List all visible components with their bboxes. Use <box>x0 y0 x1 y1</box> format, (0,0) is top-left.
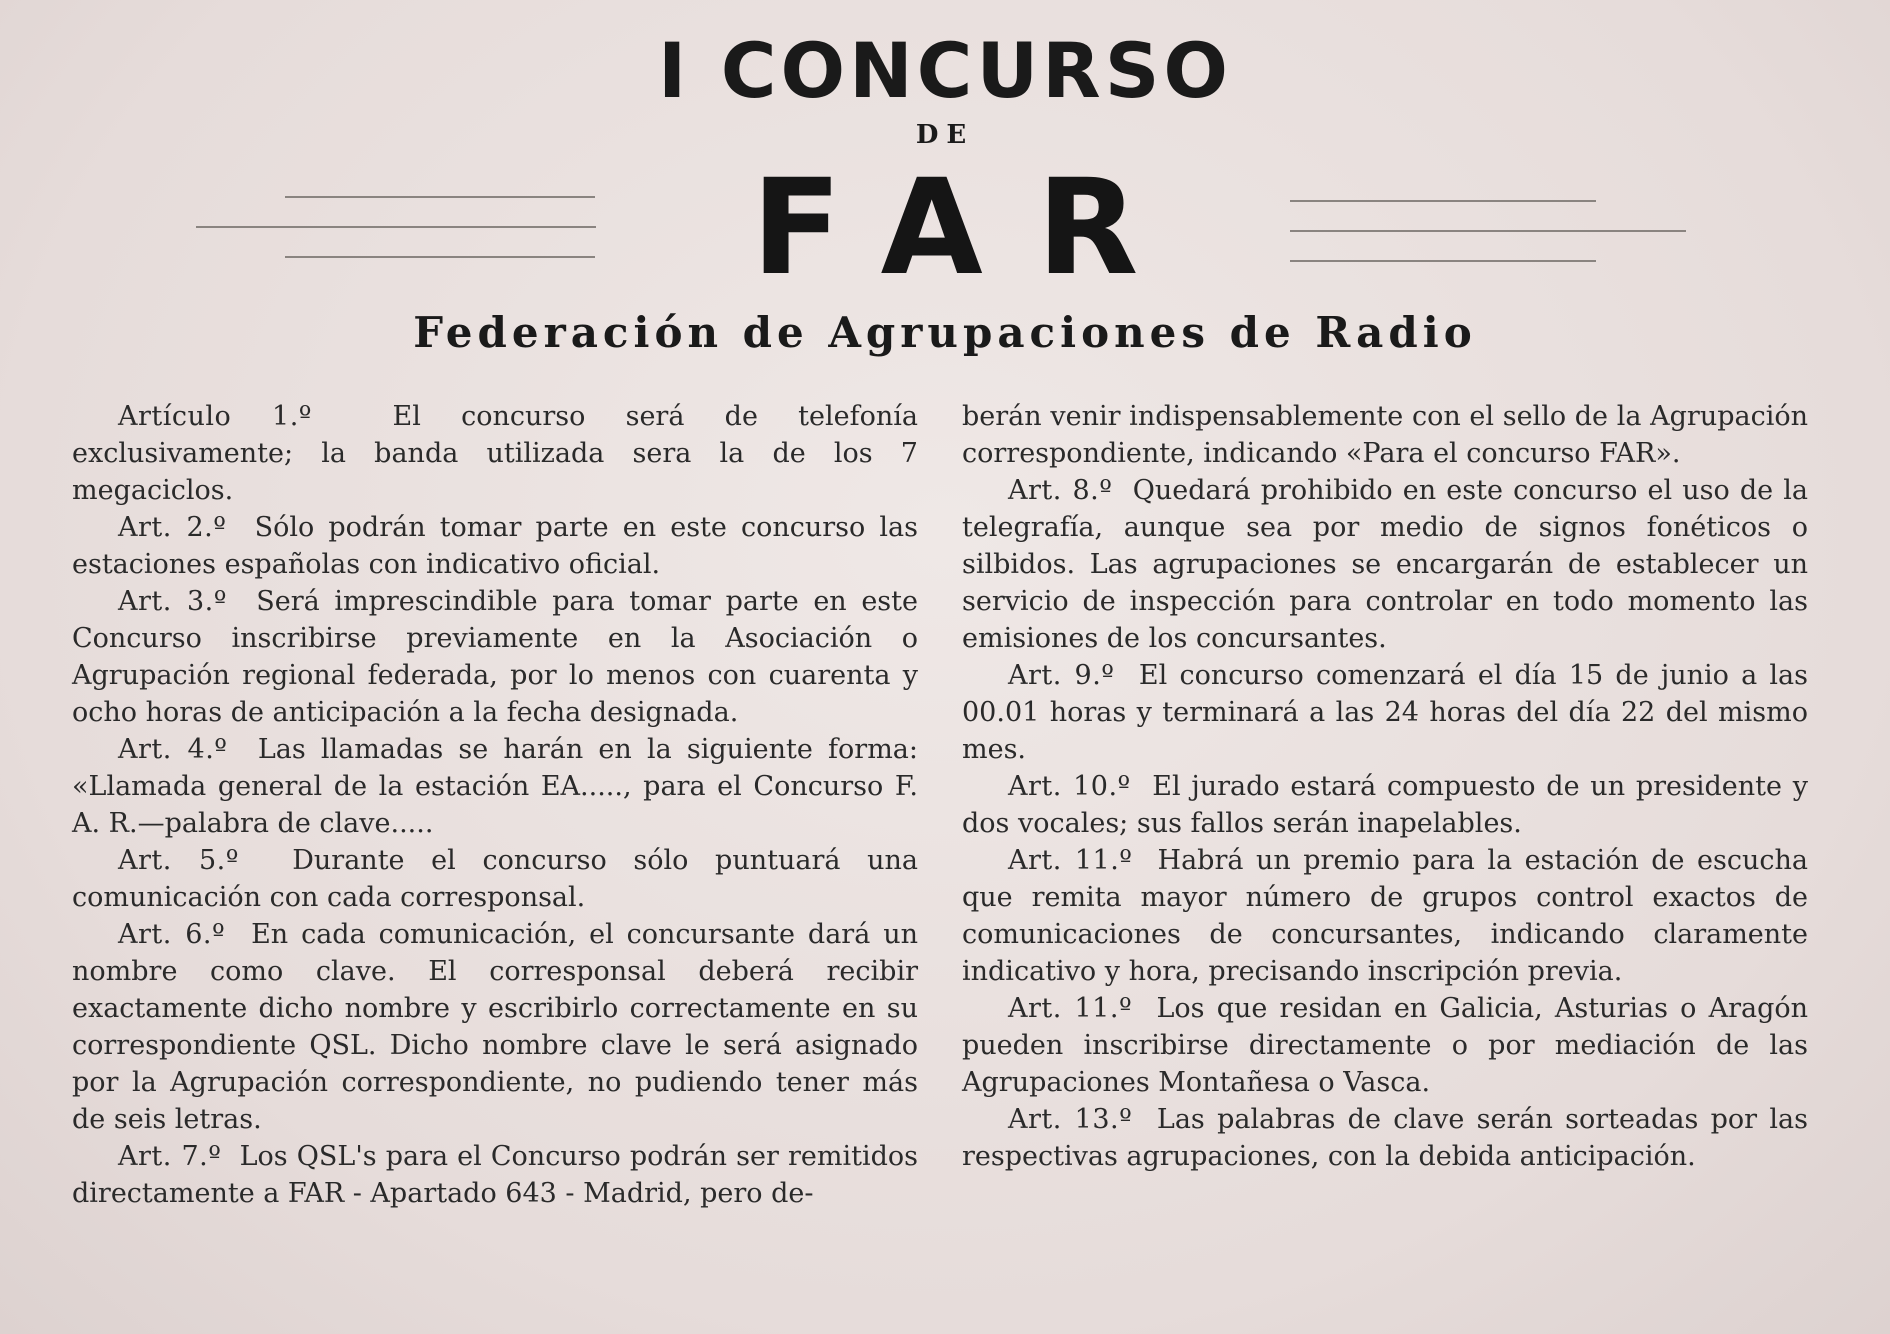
article-label: Art. 6.º <box>118 919 226 950</box>
article-text: Será imprescindible para tomar parte en este Concurso inscribirse previamente en la Asociación o Agrupación regional federada, por lo menos con cuarenta y ocho horas de anticipación a la fecha designada. <box>72 586 918 728</box>
article <box>72 509 918 583</box>
left-column <box>72 398 918 1212</box>
article-text: Los que residan en Galicia, Asturias o Aragón pueden inscribirse directamente o por mediación de las Agrupaciones Montañesa o Vasca. <box>962 993 1808 1098</box>
article-label: Art. 9.º <box>1008 660 1115 691</box>
article-label: Art. 11.º <box>1008 993 1133 1024</box>
decorative-rule <box>1290 200 1596 202</box>
article-label: Art. 11.º <box>1008 845 1133 876</box>
subtitle: Federación de Agrupaciones de Radio <box>413 308 1477 357</box>
article <box>962 768 1808 842</box>
article-text: Habrá un premio para la estación de escucha que remita mayor número de grupos control exactos de comunicaciones de concursantes, indicando claramente indicativo y hora, precisando inscripción previa. <box>962 845 1809 987</box>
article-label: Art. 7.º <box>118 1141 222 1172</box>
article <box>72 583 918 731</box>
decorative-rule <box>1290 260 1596 262</box>
article <box>72 731 918 842</box>
article-text: Las llamadas se harán en la siguiente forma: «Llamada general de la estación EA....., para el Concurso F. A. R.—palabra de clave..... <box>72 734 918 839</box>
article-text: El concurso será de telefonía exclusivamente; la banda utilizada sera la de los 7 megaciclos. <box>72 401 918 506</box>
article-label: Artículo 1.º <box>118 401 312 432</box>
article <box>72 916 918 1138</box>
article <box>72 842 918 916</box>
article-text: Los QSL's para el Concurso podrán ser remitidos directamente a FAR - Apartado 643 - Madrid, pero de- <box>72 1141 918 1209</box>
article-label: Art. 2.º <box>118 512 227 543</box>
article-text: Durante el concurso sólo puntuará una comunicación con cada corresponsal. <box>72 845 918 913</box>
article <box>72 398 918 509</box>
article <box>962 990 1808 1101</box>
article-label: Art. 8.º <box>1008 475 1113 506</box>
title-connector: DE <box>915 120 975 150</box>
article-text: Las palabras de clave serán sorteadas por las respectivas agrupaciones, con la debida anticipación. <box>962 1104 1808 1172</box>
article-text: El concurso comenzará el día 15 de junio a las 00.01 horas y terminará a las 24 horas del día 22 del mismo mes. <box>962 660 1808 765</box>
article-label: Art. 3.º <box>118 586 227 617</box>
article <box>962 1101 1808 1175</box>
article-text: En cada comunicación, el concursante dará un nombre como clave. El corresponsal deberá recibir exactamente dicho nombre y escribirlo correctamente en su correspondiente QSL. Dicho nombre clave le será asignado por la Agrupación correspondiente, no pudiendo tener más de seis letras. <box>72 919 918 1135</box>
title-far: FAR <box>751 151 1193 305</box>
right-column <box>962 398 1808 1175</box>
article-label: Art. 13.º <box>1008 1104 1133 1135</box>
article <box>962 657 1808 768</box>
article-text: Quedará prohibido en este concurso el uso de la telegrafía, aunque sea por medio de signos fonéticos o silbidos. Las agrupaciones se encargarán de establecer un servicio de inspección para controlar en todo momento las emisiones de los concursantes. <box>962 475 1808 654</box>
article-label: Art. 10.º <box>1008 771 1131 802</box>
article-text: Sólo podrán tomar parte en este concurso las estaciones españolas con indicativo oficial. <box>72 512 918 580</box>
article <box>72 1138 918 1212</box>
article-label: Art. 4.º <box>118 734 228 765</box>
article-continuation: berán venir indispensablemente con el sello de la Agrupación correspondiente, indicando «Para el concurso FAR». <box>962 401 1808 469</box>
article <box>962 842 1808 990</box>
article <box>962 472 1808 657</box>
title-concurso: I CONCURSO <box>657 26 1233 115</box>
article-label: Art. 5.º <box>118 845 239 876</box>
decorative-rule <box>1290 230 1686 232</box>
article-text: El jurado estará compuesto de un presidente y dos vocales; sus fallos serán inapelables. <box>962 771 1808 839</box>
